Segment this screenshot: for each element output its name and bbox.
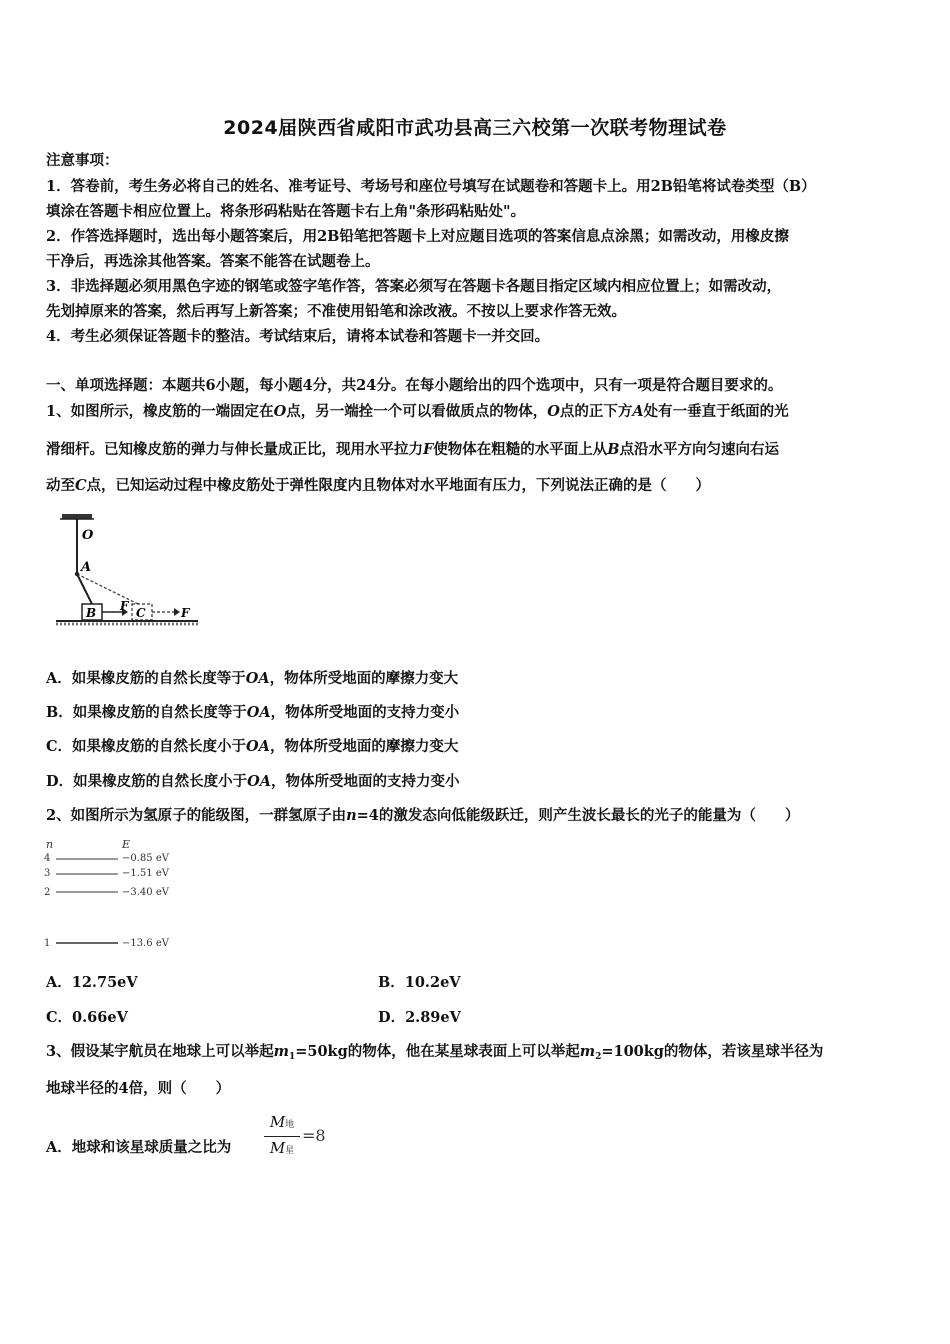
- energy-level-diagram: [40, 834, 200, 952]
- den-sub: 星: [285, 1146, 295, 1156]
- q1-var-O: O: [547, 403, 560, 420]
- q1-var-C: C: [75, 477, 87, 494]
- q1-option-b: [46, 703, 459, 723]
- q1-text: 点，另一端拴一个可以看做质点的物体，: [286, 403, 548, 420]
- q1-line-2: [46, 440, 779, 460]
- label-C: C: [136, 606, 146, 620]
- option-text: ，物体所受地面的支持力变小: [270, 704, 460, 721]
- q3-sub-2: 2: [595, 1052, 602, 1062]
- option-text: ，物体所受地面的摩擦力变大: [269, 670, 459, 687]
- q2-option-a: A．12.75eV: [46, 974, 138, 991]
- level-1-n: 1: [44, 938, 51, 949]
- option-label: D．如果橡皮筋的自然长度小于: [46, 773, 248, 790]
- q2-text: 2、如图所示为氢原子的能级图，一群氢原子由: [46, 807, 347, 824]
- fraction-rhs: =8: [302, 1126, 326, 1145]
- num-sub: 地: [285, 1120, 295, 1130]
- option-seg: OA: [247, 773, 271, 790]
- option-seg: OA: [246, 738, 270, 755]
- q1-text: 点沿水平方向匀速向右运: [619, 441, 780, 458]
- q1-text: 滑细杆。已知橡皮筋的弹力与伸长量成正比，现用水平拉力: [46, 441, 423, 458]
- level-4-n: 4: [44, 853, 51, 864]
- notice-line-1: 1．答卷前，考生务必将自己的姓名、准考证号、考场号和座位号填写在试题卷和答题卡上。用2B铅笔将试卷类型（B）: [46, 178, 816, 195]
- q3-text: =100kg的物体，若该星球半径为: [601, 1043, 824, 1060]
- num-M: M: [269, 1113, 286, 1131]
- notice-line-5: 3．非选择题必须用黑色字迹的钢笔或签字笔作答，答案必须写在答题卡各题目指定区域内相应位置上；如需改动，: [46, 278, 782, 295]
- q1-text: 使物体在粗糙的水平面上从: [433, 441, 608, 458]
- option-label: B．如果橡皮筋的自然长度等于: [46, 704, 247, 721]
- notice-line-2: 填涂在答题卡相应位置上。将条形码粘贴在答题卡右上角"条形码粘贴处"。: [46, 203, 526, 220]
- E-header: E: [122, 838, 131, 851]
- fraction-denominator: [262, 1138, 302, 1161]
- label-O: O: [82, 528, 94, 543]
- q3-sub-1: 1: [288, 1052, 296, 1062]
- page-title: 2024届陕西省咸阳市武功县高三六校第一次联考物理试卷: [223, 117, 727, 139]
- level-1-E: −13.6 eV: [122, 938, 169, 949]
- q1-text: 处有一垂直于纸面的光: [643, 403, 789, 420]
- q2-var-n: n: [346, 807, 357, 824]
- q3-var-m2: m: [579, 1043, 596, 1060]
- notice-line-3: 2．作答选择题时，选出每小题答案后，用2B铅笔把答题卡上对应题目选项的答案信息点涂黑；如需改动，用橡皮擦: [46, 228, 789, 245]
- option-label: A．如果橡皮筋的自然长度等于: [46, 670, 246, 687]
- rubber-band-figure: [44, 510, 204, 634]
- q1-var-F: F: [423, 441, 434, 458]
- label-A: A: [81, 560, 92, 575]
- band-to-B: [77, 574, 92, 604]
- notice-line-6: 先划掉原来的答案，然后再写上新答案；不准使用铅笔和涂改液。不按以上要求作答无效。: [46, 303, 626, 320]
- q3-line-1: [46, 1042, 823, 1067]
- notice-line-4: 干净后，再选涂其他答案。答案不能答在试题卷上。: [46, 253, 380, 270]
- q1-line-1: [46, 402, 789, 422]
- q1-option-d: [46, 772, 459, 792]
- rod-A: [75, 572, 79, 576]
- option-label: C．如果橡皮筋的自然长度小于: [46, 738, 247, 755]
- q2-option-c: C．0.66eV: [46, 1009, 128, 1026]
- q3-var-m1: m: [273, 1043, 289, 1060]
- q2-option-b: B．10.2eV: [378, 974, 461, 991]
- level-3-E: −1.51 eV: [122, 868, 169, 879]
- q3-text: 3、假设某宇航员在地球上可以举起: [46, 1043, 274, 1060]
- q3-text: =50kg的物体，他在某星球表面上可以举起: [295, 1043, 580, 1060]
- force-arrowhead-C: [174, 608, 180, 616]
- level-2-E: −3.40 eV: [122, 887, 169, 898]
- notice-line-7: 4．考生必须保证答题卡的整洁。考试结束后，请将本试卷和答题卡一并交回。: [46, 328, 550, 345]
- q1-text: 点，已知运动过程中橡皮筋处于弹性限度内且物体对水平地面有压力，下列说法正确的是（ ）: [86, 477, 711, 494]
- level-4-E: −0.85 eV: [122, 853, 169, 864]
- q1-option-c: [46, 737, 458, 757]
- q3-line-2: 地球半径的4倍，则（ ）: [46, 1080, 231, 1097]
- den-M: M: [269, 1139, 286, 1157]
- q1-text: 点的正下方: [559, 403, 633, 420]
- label-F-B: F: [120, 599, 129, 613]
- option-seg: OA: [245, 670, 270, 687]
- n-header: n: [46, 838, 54, 851]
- option-seg: OA: [246, 704, 271, 721]
- fraction-bar: [264, 1136, 300, 1137]
- q1-var-A: A: [632, 403, 644, 420]
- q1-var-B: B: [607, 441, 620, 458]
- label-F-C: F: [181, 606, 190, 620]
- q2-text: =4的激发态向低能级跃迁，则产生波长最长的光子的能量为（ ）: [356, 807, 800, 824]
- level-2-n: 2: [44, 887, 51, 898]
- q1-line-3: [46, 476, 710, 496]
- label-B: B: [86, 606, 97, 620]
- level-3-n: 3: [44, 868, 51, 879]
- option-text: ，物体所受地面的摩擦力变大: [269, 738, 459, 755]
- q2-stem: [46, 806, 799, 826]
- q3-option-a: A．地球和该星球质量之比为: [46, 1139, 232, 1156]
- band-to-C: [77, 574, 138, 604]
- q1-option-a: [46, 669, 458, 689]
- section1-heading: 一、单项选择题：本题共6小题，每小题4分，共24分。在每小题给出的四个选项中，只有一项是符合题目要求的。: [46, 377, 783, 394]
- q1-text: 1、如图所示，橡皮筋的一端固定在: [46, 403, 274, 420]
- notice-heading: 注意事项：: [46, 152, 119, 169]
- q1-text: 动至: [46, 477, 75, 494]
- q2-option-d: D．2.89eV: [378, 1009, 461, 1026]
- option-text: ，物体所受地面的支持力变小: [270, 773, 460, 790]
- fraction-numerator: [262, 1112, 302, 1135]
- q1-var-O: O: [273, 403, 287, 420]
- mass-ratio-fraction: [262, 1112, 302, 1161]
